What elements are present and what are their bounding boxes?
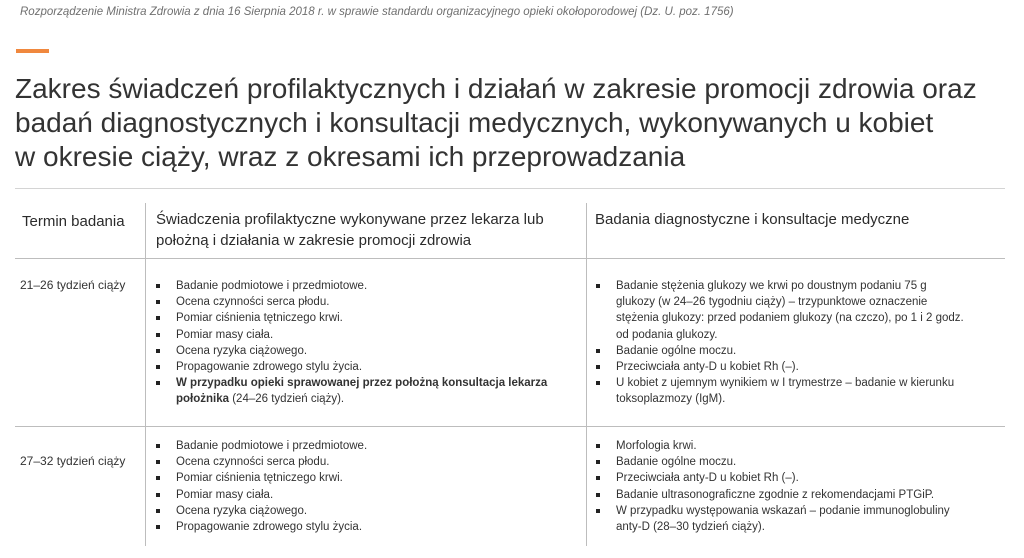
diagnostics-list	[595, 278, 967, 408]
list-item: Ocena ryzyka ciążowego.	[155, 503, 575, 519]
header-diagnostics: Badania diagnostyczne i konsultacje medyczne	[595, 211, 910, 228]
title-divider	[15, 188, 1005, 189]
row-term: 27–32 tydzień ciąży	[20, 454, 126, 468]
header-divider	[15, 258, 1005, 259]
list-item: Badanie ultrasonograficzne zgodnie z rekomendacjami PTGiP.	[595, 487, 967, 503]
list-item: Propagowanie zdrowego stylu życia.	[155, 359, 575, 375]
list-item-suffix: (24–26 tydzień ciąży).	[229, 393, 345, 406]
source-citation: Rozporządzenie Ministra Zdrowia z dnia 16 Sierpnia 2018 r. w sprawie standardu organizacyjnego opieki okołoporodowej (Dz. U. poz. 1756)	[20, 6, 734, 18]
list-item: Badanie ogólne moczu.	[595, 454, 967, 470]
list-item: W przypadku występowania wskazań – podanie immunoglobuliny anty-D (28–30 tydzień ciąży).	[595, 503, 967, 535]
bold-text: W przypadku opieki sprawowanej przez położną konsultacja lekarza położnika	[176, 377, 548, 406]
list-item: Badanie podmiotowe i przedmiotowe.	[155, 278, 575, 294]
list-item: Propagowanie zdrowego stylu życia.	[155, 519, 575, 535]
list-item: U kobiet z ujemnym wynikiem w I trymestrze – badanie w kierunku toksoplazmozy (IgM).	[595, 375, 967, 407]
list-item: Pomiar ciśnienia tętniczego krwi.	[155, 310, 575, 326]
header-services: Świadczenia profilaktyczne wykonywane przez lekarza lub położną i działania w zakresie promocji zdrowia	[156, 211, 544, 249]
list-item: Morfologia krwi.	[595, 438, 967, 454]
column-divider	[145, 203, 146, 546]
row-term: 21–26 tydzień ciąży	[20, 278, 126, 292]
title-line: badań diagnostycznych i konsultacji medycznych, wykonywanych u kobiet	[15, 107, 934, 138]
services-list	[155, 278, 575, 408]
list-item: Przeciwciała anty-D u kobiet Rh (–).	[595, 359, 967, 375]
list-item	[155, 375, 575, 407]
title-line: Zakres świadczeń profilaktycznych i działań w zakresie promocji zdrowia oraz	[15, 73, 977, 104]
list-item: Pomiar ciśnienia tętniczego krwi.	[155, 470, 575, 486]
page-title	[15, 72, 1015, 174]
list-item: Ocena czynności serca płodu.	[155, 454, 575, 470]
list-item: Badanie ogólne moczu.	[595, 343, 967, 359]
list-item: Przeciwciała anty-D u kobiet Rh (–).	[595, 470, 967, 486]
list-item: Ocena ryzyka ciążowego.	[155, 343, 575, 359]
list-item: Badanie podmiotowe i przedmiotowe.	[155, 438, 575, 454]
services-list	[155, 438, 575, 535]
diagnostics-list	[595, 438, 967, 535]
title-line: w okresie ciąży, wraz z okresami ich przeprowadzania	[15, 141, 686, 172]
accent-bar	[16, 49, 49, 53]
column-divider	[586, 203, 587, 546]
list-item: Badanie stężenia glukozy we krwi po doustnym podaniu 75 g glukozy (w 24–26 tygodniu ciąży) – trzypunktowe oznaczenie stężenia glukozy: przed podaniem glukozy (na czczo), po 1 i 2 godz. od podania glukozy.	[595, 278, 967, 343]
row-divider	[15, 426, 1005, 427]
header-term: Termin badania	[22, 213, 125, 230]
list-item: Pomiar masy ciała.	[155, 487, 575, 503]
list-item: Ocena czynności serca płodu.	[155, 294, 575, 310]
list-item: Pomiar masy ciała.	[155, 327, 575, 343]
